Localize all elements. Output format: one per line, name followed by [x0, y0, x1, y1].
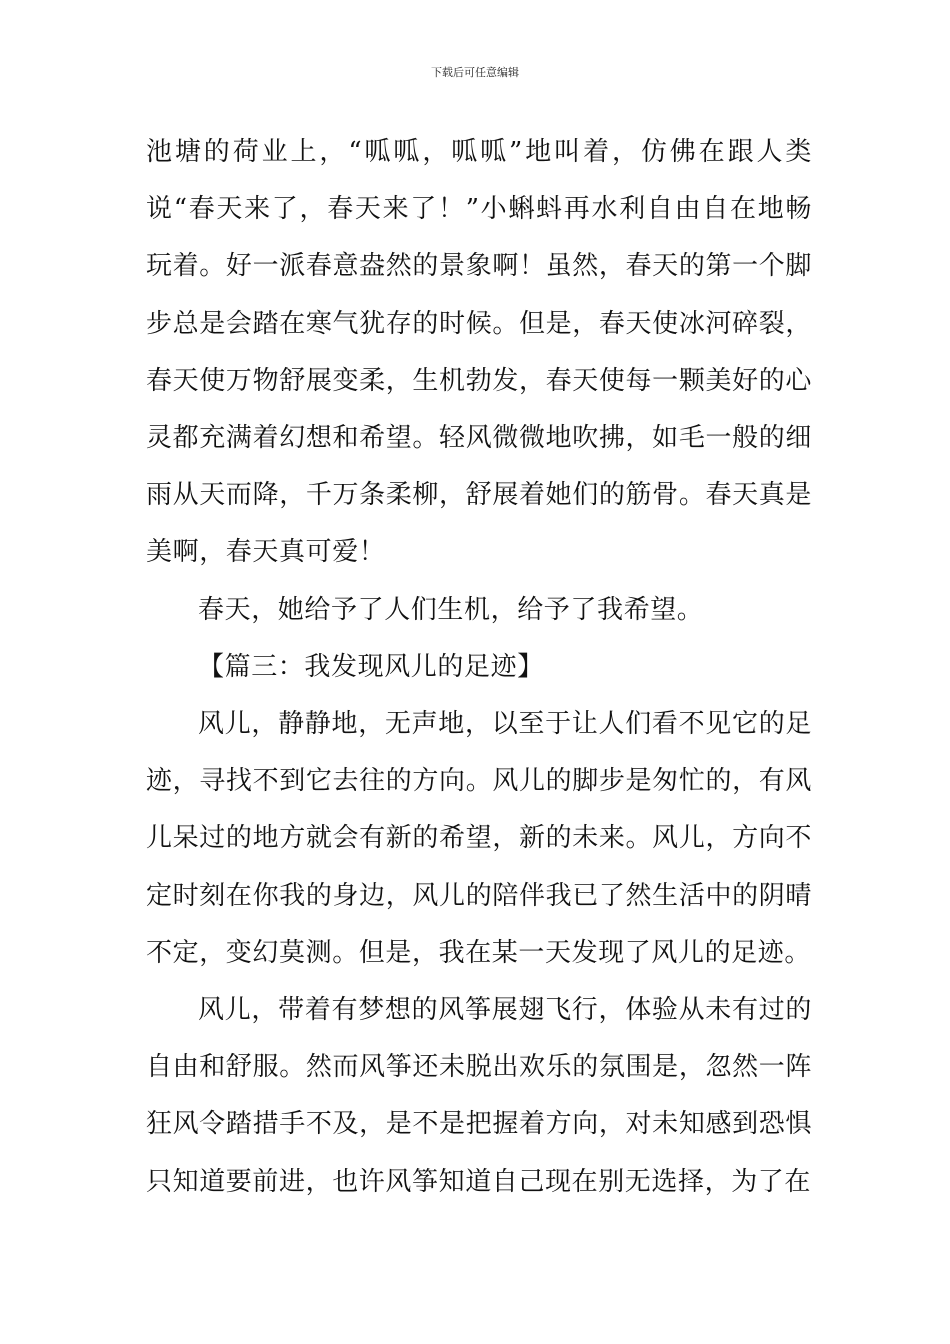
paragraph-spring-continued: 池塘的荷业上，“呱呱，呱呱”地叫着，仿佛在跟人类说“春天来了，春天来了！”小蝌蚪再水利自由自在地畅玩着。好一派春意盎然的景象啊！虽然，春天的第一个脚步总是会踏在寒气犹存的时候。但是，春天使冰河碎裂，春天使万物舒展变柔，生机勃发，春天使每一颗美好的心灵都充满着幻想和希望。轻风微微地吹拂，如毛一般的细雨从天而降，千万条柔柳，舒展着她们的筋骨。春天真是美啊，春天真可爱！ — [146, 137, 813, 568]
document-body — [146, 124, 812, 1211]
page-header-note: 下载后可任意编辑 — [431, 66, 519, 79]
section-heading-part-three: 【篇三：我发现风儿的足迹】 — [198, 651, 544, 682]
paragraph-wind-footprints: 风儿，静静地，无声地，以至于让人们看不见它的足迹，寻找不到它去往的方向。风儿的脚步是匆忙的，有风儿呆过的地方就会有新的希望，新的未来。风儿，方向不定时刻在你我的身边，风儿的陪伴我已了然生活中的阴晴不定，变幻莫测。但是，我在某一天发现了风儿的足迹。 — [146, 709, 812, 968]
paragraph-spring-conclusion: 春天，她给予了人们生机，给予了我希望。 — [198, 594, 704, 625]
paragraph-wind-kite: 风儿，带着有梦想的风筝展翅飞行，体验从未有过的自由和舒服。然而风筝还未脱出欢乐的氛围是，忽然一阵狂风令踏措手不及，是不是把握着方向，对未知感到恐惧只知道要前进，也许风筝知道自己现在别无选择，为了在 — [146, 995, 812, 1197]
